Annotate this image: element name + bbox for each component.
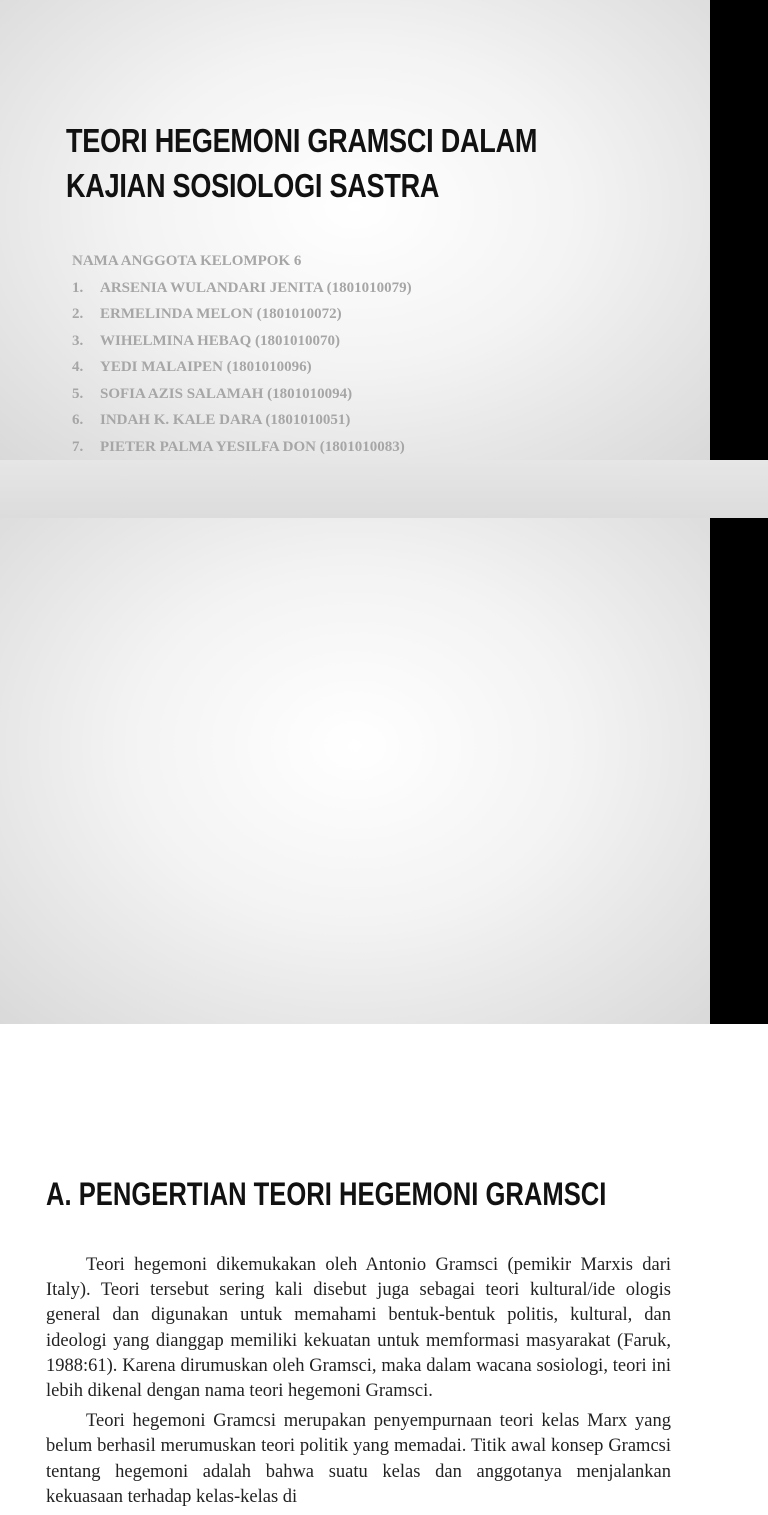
- member-number: 1.: [72, 279, 84, 296]
- title-line-1: TEORI HEGEMONI GRAMSCI DALAM: [66, 122, 538, 159]
- member-number: 7.: [72, 438, 84, 455]
- member-name: SOFIA AZIS SALAMAH (1801010094): [100, 385, 353, 402]
- member-number: 6.: [72, 412, 84, 428]
- member-list: [72, 248, 412, 460]
- title-line-2: KAJIAN SOSIOLOGI SASTRA: [66, 167, 440, 204]
- member-item: [72, 328, 412, 355]
- slide-title: [0, 0, 710, 460]
- member-number: 4.: [72, 359, 84, 375]
- slide-edge-bar: [710, 0, 768, 460]
- member-list-heading: NAMA ANGGOTA KELOMPOK 6: [72, 253, 302, 269]
- section-title: A. PENGERTIAN TEORI HEGEMONI GRAMSCI: [46, 1176, 607, 1212]
- member-item: [72, 301, 412, 328]
- member-name: ARSENIA WULANDARI JENITA (1801010079): [100, 279, 412, 296]
- paragraph-2: Teori hegemoni Gramcsi merupakan penyempurnaan teori kelas Marx yang belum berhasil merumuskan teori politik yang memadai. Titik awal konsep Gramcsi tentang hegemoni adalah bahwa suatu kelas dan anggotanya menjalankan kekuasaan terhadap kelas-kelas di: [46, 1411, 671, 1507]
- member-number: 5.: [72, 385, 84, 402]
- member-name: YEDI MALAIPEN (1801010096): [100, 359, 312, 375]
- member-item: [72, 407, 412, 434]
- member-name: WIHELMINA HEBAQ (1801010070): [100, 332, 341, 349]
- slide-content: [0, 518, 710, 1507]
- member-item: [72, 275, 412, 302]
- member-name: INDAH K. KALE DARA (1801010051): [100, 412, 351, 428]
- paragraph-1: Teori hegemoni dikemukakan oleh Antonio Gramsci (pemikir Marxis dari Italy). Teori tersebut sering kali disebut juga sebagai teori kultural/ide ologis general dan digunakan untuk memahami bentuk-bentuk politis, kultural, dan ideologi yang dianggap memiliki kekuatan untuk memformasi masyarakat (Faruk, 1988:61). Karena dirumuskan oleh Gramsci, maka dalam wacana sosiologi, teori ini lebih dikenal dengan nama teori hegemoni Gramsci.: [46, 1255, 671, 1402]
- presentation-title: [66, 118, 689, 208]
- member-name: ERMELINDA MELON (1801010072): [100, 306, 342, 322]
- member-number: 2.: [72, 306, 84, 322]
- slide-edge-bar: [710, 518, 768, 1024]
- slide-gap: [0, 460, 768, 518]
- section-body: [46, 1253, 671, 1515]
- member-item: [72, 354, 412, 381]
- member-number: 3.: [72, 332, 84, 349]
- member-item: [72, 434, 412, 461]
- member-item: [72, 381, 412, 408]
- member-name: PIETER PALMA YESILFA DON (1801010083): [100, 438, 405, 455]
- member-items: [72, 275, 412, 461]
